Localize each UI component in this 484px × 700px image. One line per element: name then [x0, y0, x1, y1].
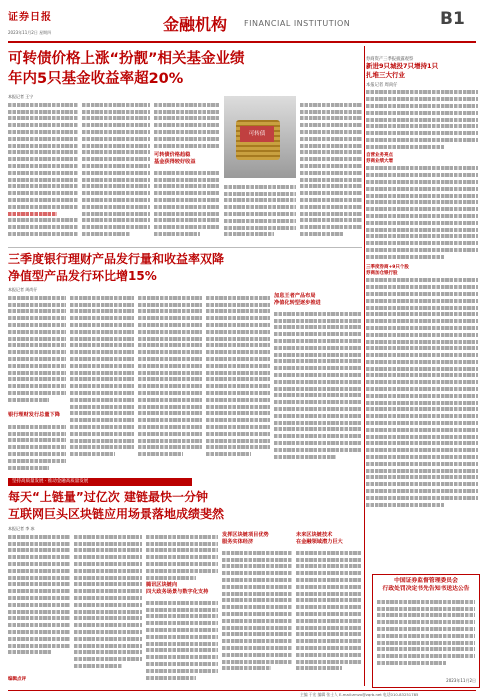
story3-column-5: [296, 548, 362, 682]
story1-photo: [224, 96, 296, 178]
sidebar-byline: 本报记者 周尚仔: [366, 82, 398, 88]
story3-subhead-b: 发挥区块链项目优势 服务实体经济: [222, 532, 269, 545]
sidebar-subhead-2: 三季度券商+9只个股 券商加仓银行股: [366, 264, 409, 276]
masthead-rule: [8, 41, 476, 43]
sidebar-body-2: [366, 164, 478, 264]
story1-byline: 本报记者 王宁: [8, 94, 34, 99]
story1-column-5: [300, 100, 362, 242]
story1-column-2: [82, 100, 150, 242]
masthead: [0, 0, 484, 44]
section-title-english: FINANCIAL INSTITUTION: [244, 19, 351, 28]
sidebar-headline-1: 新进9只城投7只增持1只 扎堆三大行业: [366, 62, 439, 79]
newspaper-logo: 证券日报: [8, 12, 52, 23]
story1-headline-line1: 可转债价格上涨“扮靓”相关基金业绩: [8, 51, 245, 67]
story3-headline-line2: 互联网巨头区块链应用场景落地成绩斐然: [8, 507, 225, 521]
story3-byline: 本报记者 李 冰: [8, 526, 35, 531]
sidebar: [366, 44, 482, 524]
story2-column-2: [70, 293, 134, 473]
story2-headline-line1: 三季度银行理财产品发行量和收益率双降: [8, 252, 225, 266]
story1-column-4: [224, 182, 296, 242]
regulatory-notice-box: [372, 574, 480, 688]
story1-headline-line2: 年内5只基金收益率超20%: [8, 71, 184, 87]
story2-subhead-a: 加息王者产品布局 净值化转型逐步推进: [274, 293, 321, 306]
footer-rule: [8, 690, 476, 691]
sidebar-divider: [364, 46, 365, 686]
story2-headline-line2: 净值型产品发行环比增15%: [8, 269, 157, 283]
story1-column-3-top: [154, 100, 220, 150]
story3-column-4: [222, 548, 292, 682]
story3-headline-line1: 每天“上链量”过亿次 建链最快一分钟: [8, 490, 208, 504]
story3-column-3-bottom: [146, 598, 218, 682]
story2-column-1b: [8, 422, 66, 472]
notice-date: 2023年11月2日: [446, 678, 476, 683]
story2-byline: 本报记者 周尚仔: [8, 287, 38, 292]
story3-column-3-top: [146, 532, 218, 580]
notice-title: 中国证券监督管理委员会 行政处罚决定书先告知书送达公告: [382, 578, 470, 592]
story3-subhead-c: 未来区块链技术 在金融领域潜力巨大: [296, 532, 343, 545]
story1-subhead: 可转债价格趋稳 基金获得较好收益: [154, 152, 196, 165]
page-number: B1: [440, 9, 465, 29]
story2-subhead-b: 银行理财发行总量下降: [8, 412, 60, 418]
story2-column-5: [274, 309, 362, 473]
story2-column-4: [206, 293, 270, 473]
policy-banner: 坚持高质量发展 · 推动金融高质量发展: [8, 478, 192, 486]
footer-info: 主编 于宏 编辑 张士人 E-mail:zmzx@zqrb.net 电话010-83251785: [300, 692, 419, 697]
sidebar-subhead-1: 自营业务亮点 券商业绩大增: [366, 152, 393, 164]
story1-column-1: [8, 100, 78, 242]
section-title: 金融机构: [163, 15, 228, 34]
story1-column-3-bottom: [154, 168, 220, 242]
story2-column-3: [138, 293, 202, 473]
story3-column-2: [74, 532, 142, 682]
photo-sign: 可转债: [240, 126, 274, 142]
story3-subhead-a: 腾讯区块链向 四大政务场景与数字化支持: [146, 582, 209, 595]
editor-note-label: 编辑点评: [8, 677, 26, 682]
story-divider-1: [8, 247, 362, 248]
sidebar-body-1: [366, 88, 478, 152]
story2-column-1: [8, 293, 66, 411]
sidebar-body-3: [366, 276, 478, 524]
story3-column-1: [8, 532, 70, 672]
issue-date: 2023年11月2日 星期四: [8, 30, 52, 35]
notice-body: [377, 597, 475, 667]
sidebar-kicker: 券商资产三季报披露观察: [366, 57, 414, 62]
